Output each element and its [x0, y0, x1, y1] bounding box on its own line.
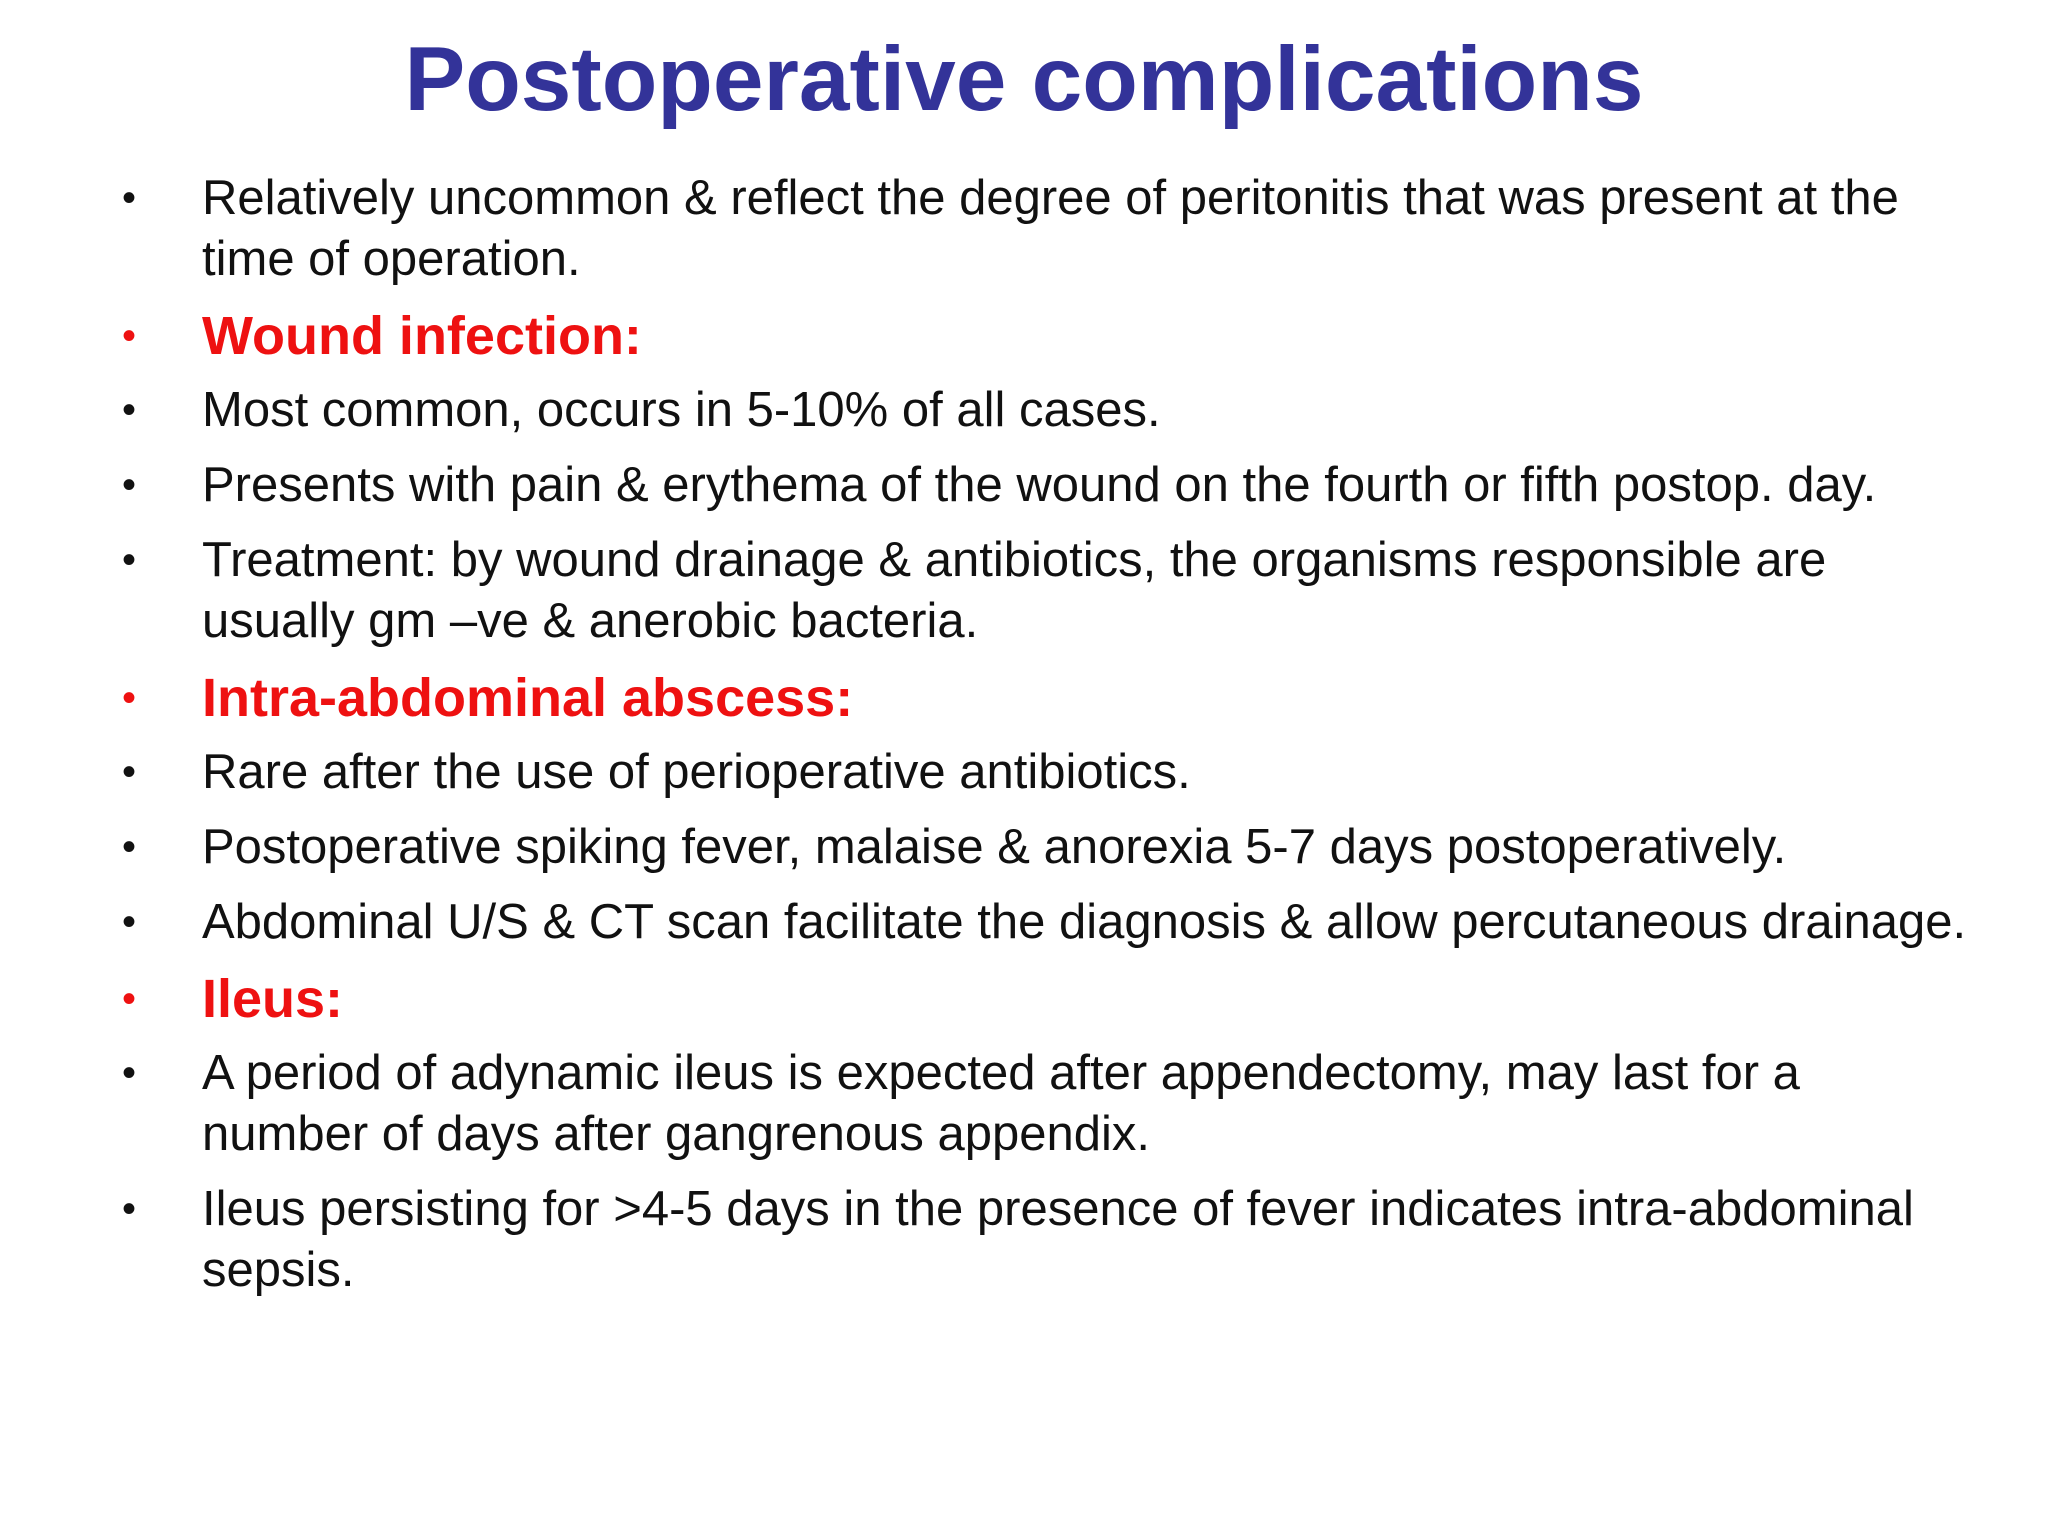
- bullet-dot-icon: •: [122, 1051, 137, 1095]
- bullet-item: [118, 1179, 1978, 1301]
- bullet-dot-icon: •: [122, 750, 137, 794]
- bullet-dot-icon: •: [122, 676, 137, 720]
- bullet-dot-icon: •: [122, 1187, 137, 1231]
- bullet-item: [118, 455, 1978, 516]
- bullet-item: [118, 168, 1978, 290]
- bullet-text: A period of adynamic ileus is expected after appendectomy, may last for a number of days after gangrenous appendix.: [202, 1046, 1800, 1161]
- slide-title: Postoperative complications: [404, 29, 1644, 130]
- section-heading-text: Ileus:: [202, 969, 344, 1029]
- bullet-dot-icon: •: [122, 538, 137, 582]
- bullet-list: [118, 168, 1978, 1315]
- bullet-dot-icon: •: [122, 463, 137, 507]
- section-heading-text: Intra-abdominal abscess:: [202, 668, 854, 728]
- bullet-item: [118, 817, 1978, 878]
- bullet-item: [118, 1043, 1978, 1165]
- bullet-dot-icon: •: [122, 900, 137, 944]
- bullet-dot-icon: •: [122, 825, 137, 869]
- bullet-item: [118, 380, 1978, 441]
- bullet-text: Relatively uncommon & reflect the degree of peritonitis that was present at the time of operation.: [202, 171, 1899, 286]
- bullet-text: Presents with pain & erythema of the wound on the fourth or fifth postop. day.: [202, 458, 1877, 512]
- section-heading: [118, 967, 1978, 1031]
- bullet-text: Treatment: by wound drainage & antibiotics, the organisms responsible are usually gm –ve & anerobic bacteria.: [202, 533, 1827, 648]
- bullet-text: Most common, occurs in 5-10% of all cases.: [202, 383, 1161, 437]
- bullet-item: [118, 742, 1978, 803]
- bullet-dot-icon: •: [122, 176, 137, 220]
- section-heading-text: Wound infection:: [202, 306, 642, 366]
- bullet-text: Postoperative spiking fever, malaise & anorexia 5-7 days postoperatively.: [202, 820, 1787, 874]
- bullet-dot-icon: •: [122, 314, 137, 358]
- bullet-text: Ileus persisting for >4-5 days in the presence of fever indicates intra-abdominal sepsis.: [202, 1182, 1914, 1297]
- bullet-text: Abdominal U/S & CT scan facilitate the diagnosis & allow percutaneous drainage.: [202, 895, 1967, 949]
- section-heading: [118, 304, 1978, 368]
- bullet-dot-icon: •: [122, 977, 137, 1021]
- bullet-item: [118, 530, 1978, 652]
- section-heading: [118, 666, 1978, 730]
- bullet-dot-icon: •: [122, 388, 137, 432]
- bullet-text: Rare after the use of perioperative antibiotics.: [202, 745, 1191, 799]
- bullet-item: [118, 892, 1978, 953]
